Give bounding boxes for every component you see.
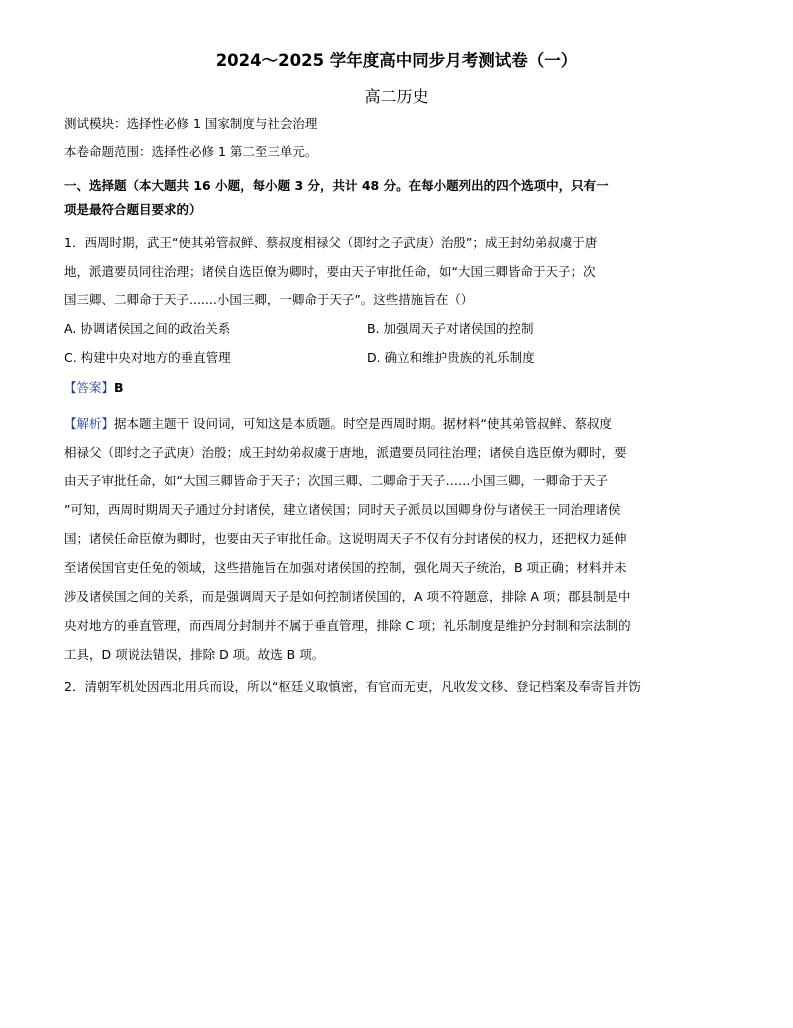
analysis-text-first: 据本题主题干 设问词，可知这是本质题。时空是西周时期。据材料“使其弟管叔鲜、蔡叔度 bbox=[114, 416, 612, 431]
question-1-option-d: D. 确立和维护贵族的礼乐制度 bbox=[367, 350, 535, 365]
question-1-analysis-line-8: 央对地方的垂直管理，而西周分封制并不属于垂直管理，排除 C 项；礼乐制度是维护分封制和宗法制的 bbox=[64, 618, 631, 633]
question-1-analysis-line-5: 国；诸侯任命臣僚为卿时，也要由天子审批任命。这说明周天子不仅有分封诸侯的权力，还把权力延伸 bbox=[64, 531, 627, 546]
question-1-option-b: B. 加强周天子对诸侯国的控制 bbox=[367, 321, 534, 336]
question-1-option-a: A. 协调诸侯国之间的政治关系 bbox=[64, 321, 231, 336]
section-heading-line-1: 一、选择题（本大题共 16 小题，每小题 3 分，共计 48 分。在每小题列出的四个选项中，只有一 bbox=[64, 178, 609, 193]
question-1-analysis-line-4: ”可知，西周时期周天子通过分封诸侯，建立诸侯国；同时天子派员以国卿身份与诸侯王一同治理诸侯 bbox=[64, 502, 621, 517]
question-1-answer bbox=[64, 379, 124, 397]
question-1-stem-line-3: 国三卿、二卿命于天子.......小国三卿，一卿命于天子”。这些措施旨在（） bbox=[64, 292, 474, 307]
test-scope: 本卷命题范围：选择性必修 1 第二至三单元。 bbox=[64, 144, 318, 159]
question-1-analysis-line-6: 至诸侯国官吏任免的领域，这些措施旨在加强对诸侯国的控制，强化周天子统治，B 项正确；材料并未 bbox=[64, 560, 627, 575]
question-1-stem-line-2: 地，派遣要员同往治理；诸侯自选臣僚为卿时，要由天子审批任命，如“大国三卿皆命于天子；次 bbox=[64, 264, 596, 279]
answer-label: 【答案】 bbox=[64, 380, 115, 395]
question-1-stem-line-1: 1．西周时期，武王“使其弟管叔鲜、蔡叔度相禄父（即纣之子武庚）治殷”；成王封幼弟叔虞于唐 bbox=[64, 235, 598, 250]
question-1-analysis-line-9: 工具，D 项说法错误，排除 D 项。故选 B 项。 bbox=[64, 647, 325, 662]
question-2-stem-line-1: 2．清朝军机处因西北用兵而设，所以“枢廷义取慎密，有官而无吏，凡收发文移、登记档案及奉寄旨并饬 bbox=[64, 679, 641, 694]
document-subtitle: 高二历史 bbox=[364, 87, 429, 106]
question-1-analysis-line-3: 由天子审批任命，如“大国三卿皆命于天子；次国三卿、二卿命于天子……小国三卿，一卿命于天子 bbox=[64, 473, 608, 488]
test-module: 测试模块：选择性必修 1 国家制度与社会治理 bbox=[64, 116, 318, 131]
document-title: 2024～2025 学年度高中同步月考测试卷（一） bbox=[215, 51, 578, 70]
analysis-label: 【解析】 bbox=[64, 416, 115, 431]
question-1-analysis-line-7: 涉及诸侯国之间的关系，而是强调周天子是如何控制诸侯国的，A 项不符题意，排除 A 项；郡县制是中 bbox=[64, 589, 631, 604]
question-1-option-c: C. 构建中央对地方的垂直管理 bbox=[64, 350, 231, 365]
question-1-analysis-line-2: 相禄父（即纣之子武庚）治殷；成王封幼弟叔虞于唐地，派遣要员同往治理；诸侯自选臣僚为卿时，要 bbox=[64, 445, 627, 460]
section-heading-line-2: 项是最符合题目要求的） bbox=[64, 202, 202, 217]
answer-value: B bbox=[114, 380, 124, 395]
question-1-analysis-line-1 bbox=[64, 415, 612, 433]
